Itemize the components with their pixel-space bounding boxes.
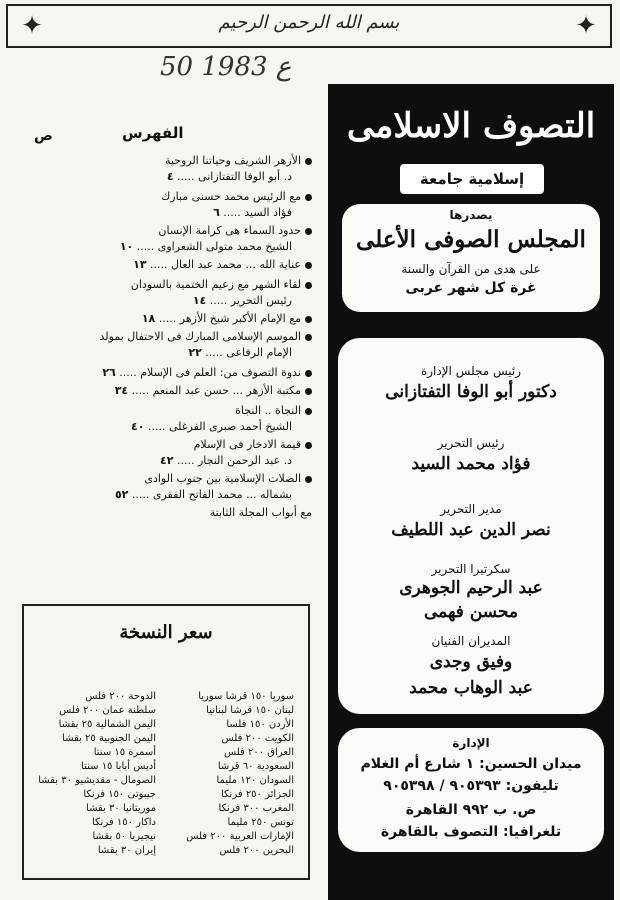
- price-item: سلطنة عمان ٢٠٠ فلس: [59, 705, 156, 716]
- publisher-guidance: على هدى من القرآن والسنة: [401, 262, 541, 276]
- staff-name: دكتور أبو الوفا التفتازانى: [385, 382, 557, 402]
- bullet-icon: [305, 316, 312, 323]
- magazine-title: التصوف الاسلامى: [346, 106, 596, 146]
- bullet-icon: [305, 476, 312, 483]
- contents-entry: ندوة التصوف من: العلم فى الإسلام ..... ٢٦: [22, 366, 312, 380]
- bullet-icon: [305, 194, 312, 201]
- handwritten-note: 50 ع 1983: [160, 52, 292, 82]
- contents-author: الشيخ محمد متولى الشعراوى ..... ١٠: [119, 240, 292, 253]
- price-item: لبنان ١٥٠ قرشا لبنانيا: [206, 705, 294, 716]
- contents-author: د. أبو الوفا التفتازانى ..... ٤: [166, 170, 292, 183]
- contents-entry: لقاء الشهر مع زعيم الختمية بالسودان: [22, 278, 312, 292]
- magazine-subtitle: إسلامية جامعة: [400, 164, 544, 194]
- staff-name: فؤاد محمد السيد: [411, 454, 531, 474]
- price-item: نيجيريا ٥٠ بقشا: [92, 831, 156, 842]
- address-street: ميدان الحسين: ١ شارع أم الغلام: [360, 756, 582, 772]
- price-item: جيبوتى ١٥٠ فرنكا: [83, 789, 156, 800]
- contents-entry: مع الإمام الأكبر شيخ الأزهر ..... ١٨: [22, 312, 312, 326]
- bullet-icon: [305, 370, 312, 377]
- contents-author: د. عبد الرحمن النجار ..... ٤٢: [160, 454, 292, 467]
- publisher-frequency: غرة كل شهر عربى: [405, 280, 537, 296]
- price-item: إيران ٣٠ بقشا: [97, 845, 156, 856]
- contents-author: رئيس التحرير ..... ١٤: [192, 294, 292, 307]
- masthead-column: [328, 84, 614, 900]
- price-list-right: [174, 690, 294, 858]
- bullet-icon: [305, 442, 312, 449]
- bullet-icon: [305, 158, 312, 165]
- price-item: الصومال - مقديشيو ٣٠ بقشا: [38, 775, 156, 786]
- contents-title: الفهرس: [122, 124, 184, 142]
- contents-entry: عناية الله ... محمد عبد العال ..... ١٣: [22, 258, 312, 272]
- staff-role: سكرتيرا التحرير: [431, 562, 511, 576]
- table-of-contents: [22, 100, 312, 532]
- price-item: البحرين ٢٠٠ فلس: [219, 845, 294, 856]
- address-label: الإدارة: [452, 736, 490, 750]
- price-item: موريتانيا ٣٠ بقشا: [86, 803, 156, 814]
- staff-name: عبد الوهاب محمد: [409, 678, 533, 698]
- staff-name: نصر الدين عبد اللطيف: [391, 520, 551, 540]
- page-column-header: ص: [34, 128, 53, 144]
- bullet-icon: [305, 228, 312, 235]
- contents-author: فؤاد السيد ..... ٦: [213, 206, 292, 219]
- address-panel: [338, 728, 604, 852]
- contents-author: الإمام الرفاعى ..... ٢٢: [188, 346, 292, 359]
- contents-entry: الأزهر الشريف وحياتنا الروحية: [22, 154, 312, 168]
- contents-entry: حدود السماء هى كرامة الإنسان: [22, 224, 312, 238]
- price-title: سعر النسخة: [119, 622, 213, 643]
- bullet-icon: [305, 334, 312, 341]
- price-list-left: [36, 690, 156, 858]
- address-phone: تليفون: ٩٠٥٣٩٣ / ٩٠٥٣٩٨: [383, 778, 559, 794]
- publisher-label: يصدرها: [449, 208, 493, 222]
- staff-panel: [338, 338, 604, 714]
- bullet-icon: [305, 282, 312, 289]
- publisher-panel: [342, 204, 600, 312]
- star-ornament-icon: ✦: [575, 11, 597, 41]
- price-item: الدوحة ٢٠٠ فلس: [85, 691, 156, 702]
- contents-entry: مكتبة الأزهر ... حسن عبد المنعم ..... ٣٤: [22, 384, 312, 398]
- price-item: الأردن ١٥٠ فلسا: [226, 719, 294, 730]
- price-item: الكويت ٢٠٠ فلس: [221, 733, 294, 744]
- address-pobox: ص. ب ٩٩٢ القاهرة: [405, 802, 537, 818]
- staff-role: رئيس التحرير: [437, 436, 505, 450]
- staff-role: مدير التحرير: [440, 502, 502, 516]
- staff-name: محسن فهمى: [423, 602, 519, 622]
- contents-entry: مع أبواب المجلة الثابتة: [209, 506, 312, 519]
- price-item: اليمن الجنوبية ٢٥ بقشا: [62, 733, 156, 744]
- star-ornament-icon: ✦: [21, 11, 43, 41]
- price-item: الإمارات العربية ٢٠٠ فلس: [186, 831, 294, 842]
- staff-name: عبد الرحيم الجوهرى: [399, 578, 543, 598]
- contents-entry: النجاة .. النجاة: [22, 404, 312, 418]
- contents-entry: قيمة الادخار فى الإسلام: [22, 438, 312, 452]
- price-item: أديس أبابا ١٥ سنتا: [81, 761, 156, 772]
- address-telegraph: تلغرافيا: التصوف بالقاهرة: [380, 824, 562, 840]
- staff-role: رئيس مجلس الإدارة: [420, 364, 522, 378]
- bullet-icon: [305, 408, 312, 415]
- price-box: [22, 604, 310, 880]
- contents-entry: الصلات الإسلامية بين جنوب الوادى: [22, 472, 312, 486]
- price-item: المغرب ٣٠٠ فرنكا: [218, 803, 294, 814]
- price-item: السودان ١٢٠ مليما: [216, 775, 294, 786]
- contents-entry: الموسم الإسلامى المبارك فى الاحتفال بمولد: [22, 330, 312, 344]
- staff-role: المديران الفنيان: [431, 634, 511, 648]
- price-item: داكار ١٥٠ فرنكا: [91, 817, 156, 828]
- contents-author: بشماله ... محمد الفاتح الفقرى ..... ٥٢: [114, 488, 292, 501]
- price-item: العراق ٢٠٠ فلس: [223, 747, 294, 758]
- price-item: الجزائر ٢٥٠ فرنكا: [220, 789, 294, 800]
- price-item: سوريا ١٥٠ قرشا سوريا: [198, 691, 294, 702]
- bullet-icon: [305, 262, 312, 269]
- price-item: اليمن الشمالية ٢٥ بقشا: [58, 719, 156, 730]
- publisher-name: المجلس الصوفى الأعلى: [356, 226, 586, 253]
- bullet-icon: [305, 388, 312, 395]
- price-item: تونس ٢٥٠ مليما: [227, 817, 294, 828]
- basmala: بسم الله الرحمن الرحيم: [218, 12, 400, 33]
- price-item: أسمرة ١٥ سنتا: [93, 747, 156, 758]
- staff-name: وفيق وجدى: [429, 652, 513, 672]
- contents-entry: مع الرئيس محمد حسنى مبارك: [22, 190, 312, 204]
- header-frame: [6, 4, 612, 48]
- price-item: السعودية ٦٠ قرشا: [217, 761, 294, 772]
- contents-author: الشيخ أحمد صبرى الفرغلى ..... ٤٠: [131, 420, 292, 433]
